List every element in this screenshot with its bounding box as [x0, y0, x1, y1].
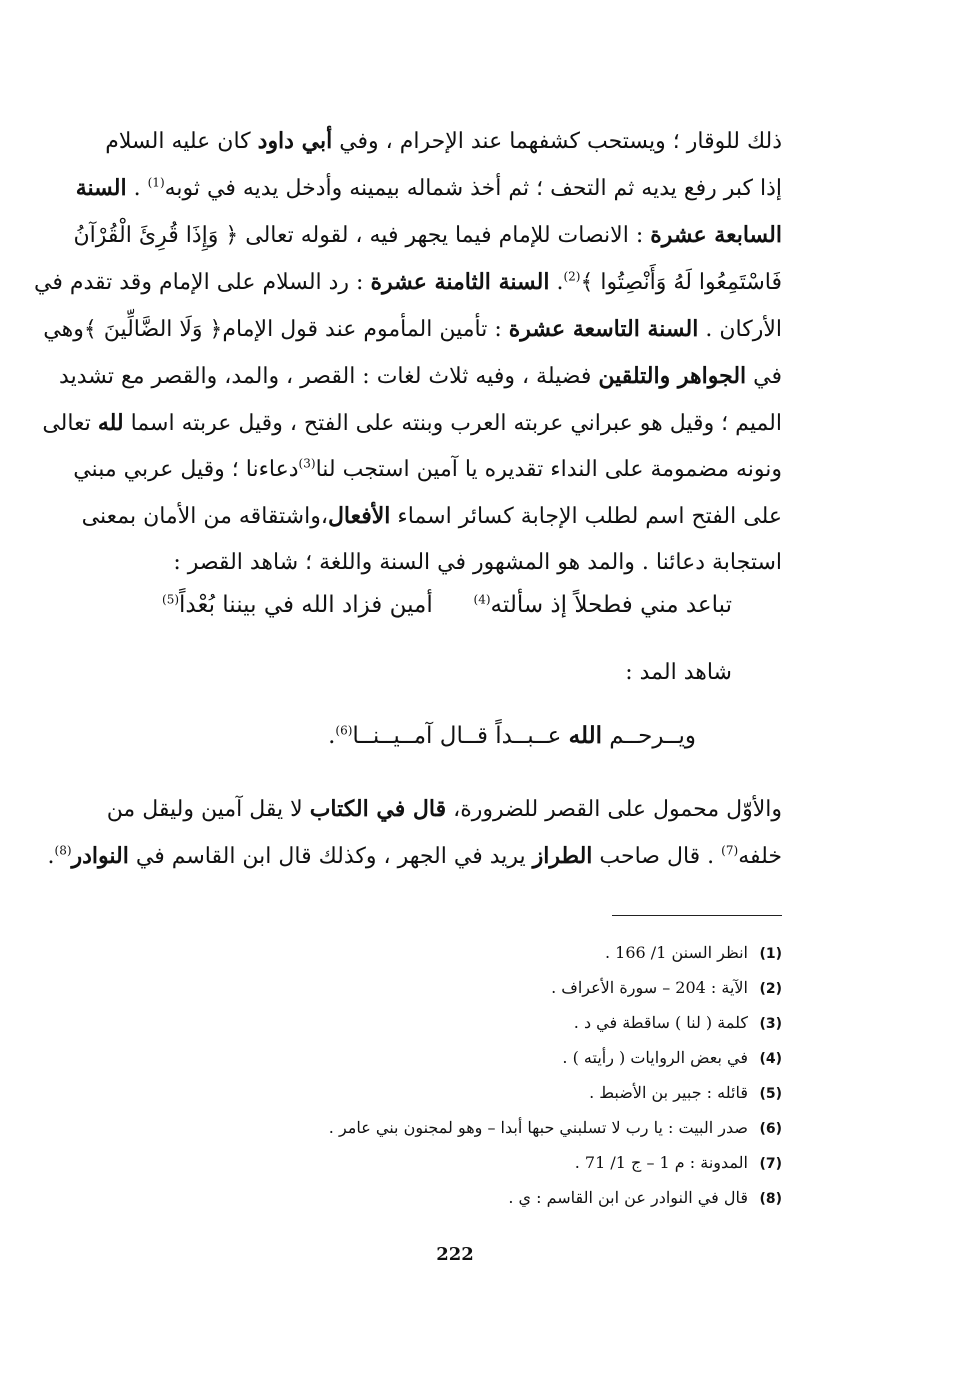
footnote-item [162, 936, 782, 971]
text-run: فضيلة ، وفيه ثلاث لغات : القصر ، والمد، والقصر مع تشديد [59, 364, 599, 389]
bold-term: السنة التاسعة عشرة [508, 316, 699, 342]
text-run: . [126, 176, 148, 201]
text-run: في [746, 364, 782, 389]
footnote-text: المدونة : م 1 – ج 1/ 71 . [574, 1153, 748, 1172]
text-line [59, 353, 782, 400]
text-run: والأوّل محمول على القصر للضرورة، [446, 797, 782, 822]
main-paragraph [34, 118, 782, 586]
text-run: : رد السلام على الإمام وقد تقدم في [34, 270, 371, 295]
bold-term: السنة [75, 175, 127, 201]
footnote-marker: (2) [563, 269, 581, 284]
poetry-verse-long-form [328, 722, 696, 749]
poetry-verse-short-form [162, 592, 732, 618]
closing-paragraph [47, 786, 782, 880]
page-number: 222 [436, 1244, 474, 1265]
footnote-marker: (3) [298, 456, 316, 471]
text-run: الأركان . [698, 317, 782, 342]
text-run: ونونه مضمومة على النداء تقديره يا آمين استجب لنا [315, 457, 782, 482]
text-run: ويــرحــم [602, 723, 696, 749]
footnote-marker: (4) [473, 592, 491, 607]
text-line [73, 447, 782, 493]
bold-term: الجواهر والتلقين [598, 363, 747, 389]
text-line [73, 212, 782, 259]
text-run: تباعد مني فطحلاً إذ سألته [490, 592, 732, 618]
footnote-marker: (5) [162, 592, 180, 607]
footnote-marker: (8) [54, 843, 72, 858]
footnote-item [162, 971, 782, 1006]
text-run: . [328, 723, 336, 749]
text-run: عــبــداً قــال آمــيــنــا [352, 723, 569, 749]
footnote-number: (2) [759, 981, 782, 997]
text-run: . [549, 270, 564, 295]
bold-term: أبي داود [257, 128, 333, 154]
verse-first-hemistich [474, 592, 732, 618]
footnote-number: (8) [759, 1191, 782, 1207]
text-run: : تأمين المأموم عند قول الإمام﴿ وَلَا الضَّالِّينَ ﴾وهي [43, 317, 509, 342]
footnote-item [162, 1146, 782, 1181]
text-run: الميم ؛ وقيل هو عبراني عربته العرب وبنته على الفتح ، وقيل عربته اسما [123, 411, 782, 436]
text-run: تعالى [42, 411, 98, 436]
text-line [43, 306, 782, 353]
footnote-text: صدر البيت : يا رب لا تسلبني حبها أبدا – وهو لمجنون بني عامر . [328, 1118, 748, 1137]
bold-term: السنة الثامنة عشرة [370, 269, 550, 295]
footnote-item [162, 1111, 782, 1146]
text-line [47, 833, 782, 880]
footnote-marker: (7) [721, 843, 739, 858]
verse-label-long-form: شاهد المد : [625, 660, 732, 685]
text-run: إذا كبر رفع يديه ثم التحف ؛ ثم أخذ شماله بيمينه وأدخل يديه في ثوبه [164, 176, 782, 201]
bold-term: النوادر [71, 843, 129, 869]
text-run: على الفتح اسم لطلب الإجابة كسائر اسماء [390, 504, 782, 529]
text-line [112, 540, 782, 586]
text-run: لا يقل آمين وليقل من [106, 797, 310, 822]
footnote-item [162, 1181, 782, 1216]
text-run: ذلك للوقار ؛ ويستحب كشفهما عند الإحرام ، وفي [332, 129, 782, 154]
bold-term: لله [97, 410, 124, 436]
text-run: فَاسْتَمِعُوا لَهُ وَأَنْصِتُوا ﴾ [580, 270, 782, 295]
footnotes-list [162, 936, 782, 1216]
footnote-text: قال في النوادر عن ابن القاسم : ي . [508, 1188, 748, 1207]
footnote-item [162, 1041, 782, 1076]
bold-term: الطراز [532, 843, 593, 869]
footnote-separator [612, 915, 782, 916]
footnote-marker: (1) [147, 175, 165, 190]
footnote-number: (1) [759, 946, 782, 962]
text-run: أمين فزاد الله في بيننا بُعْداً [179, 592, 433, 618]
text-run: دعاءنا ؛ وقيل عربي مبني [73, 457, 299, 482]
footnote-text: في بعض الروايات ( رأيته ) . [562, 1048, 748, 1067]
text-run: ،واشتقاقه من الأمان بمعنى [81, 504, 328, 529]
bold-term: الله [568, 722, 602, 749]
footnote-number: (7) [759, 1156, 782, 1172]
footnote-number: (6) [759, 1121, 782, 1137]
footnote-text: قائله : جبير بن الأضبط . [589, 1083, 748, 1102]
text-line [34, 259, 782, 306]
footnote-number: (4) [759, 1051, 782, 1067]
footnote-marker: (6) [335, 723, 353, 738]
text-line [42, 400, 782, 447]
footnote-text: انظر السنن 1/ 166 . [604, 943, 748, 962]
text-line [105, 118, 782, 165]
bold-term: قال في الكتاب [309, 796, 447, 822]
verse-second-hemistich [162, 592, 433, 618]
text-run: : الانصات للإمام فيما يجهر فيه ، لقوله تعالى ﴿ وَإِذَا قُرِئَ الْقُرْآنُ [73, 223, 651, 248]
footnote-number: (5) [759, 1086, 782, 1102]
text-line [81, 493, 782, 540]
text-run: . [47, 844, 55, 869]
footnote-text: الآية : 204 – سورة الأعراف . [551, 978, 748, 997]
bold-term: الأفعال [327, 503, 391, 529]
text-run: خلفه [738, 844, 782, 869]
text-run: . قال صاحب [592, 844, 722, 869]
text-line [75, 165, 782, 212]
footnote-item [162, 1076, 782, 1111]
text-line [106, 786, 782, 833]
text-run: استجابة دعائنا . والمد هو المشهور في السنة واللغة ؛ شاهد القصر : [173, 550, 782, 575]
footnote-text: كلمة ( لنا ) ساقطة في د . [573, 1013, 748, 1032]
text-run: كان عليه السلام [105, 129, 258, 154]
text-run: يريد في الجهر ، وكذلك قال ابن القاسم في [128, 844, 533, 869]
footnote-number: (3) [759, 1016, 782, 1032]
bold-term: السابعة عشرة [650, 222, 782, 248]
footnote-item [162, 1006, 782, 1041]
